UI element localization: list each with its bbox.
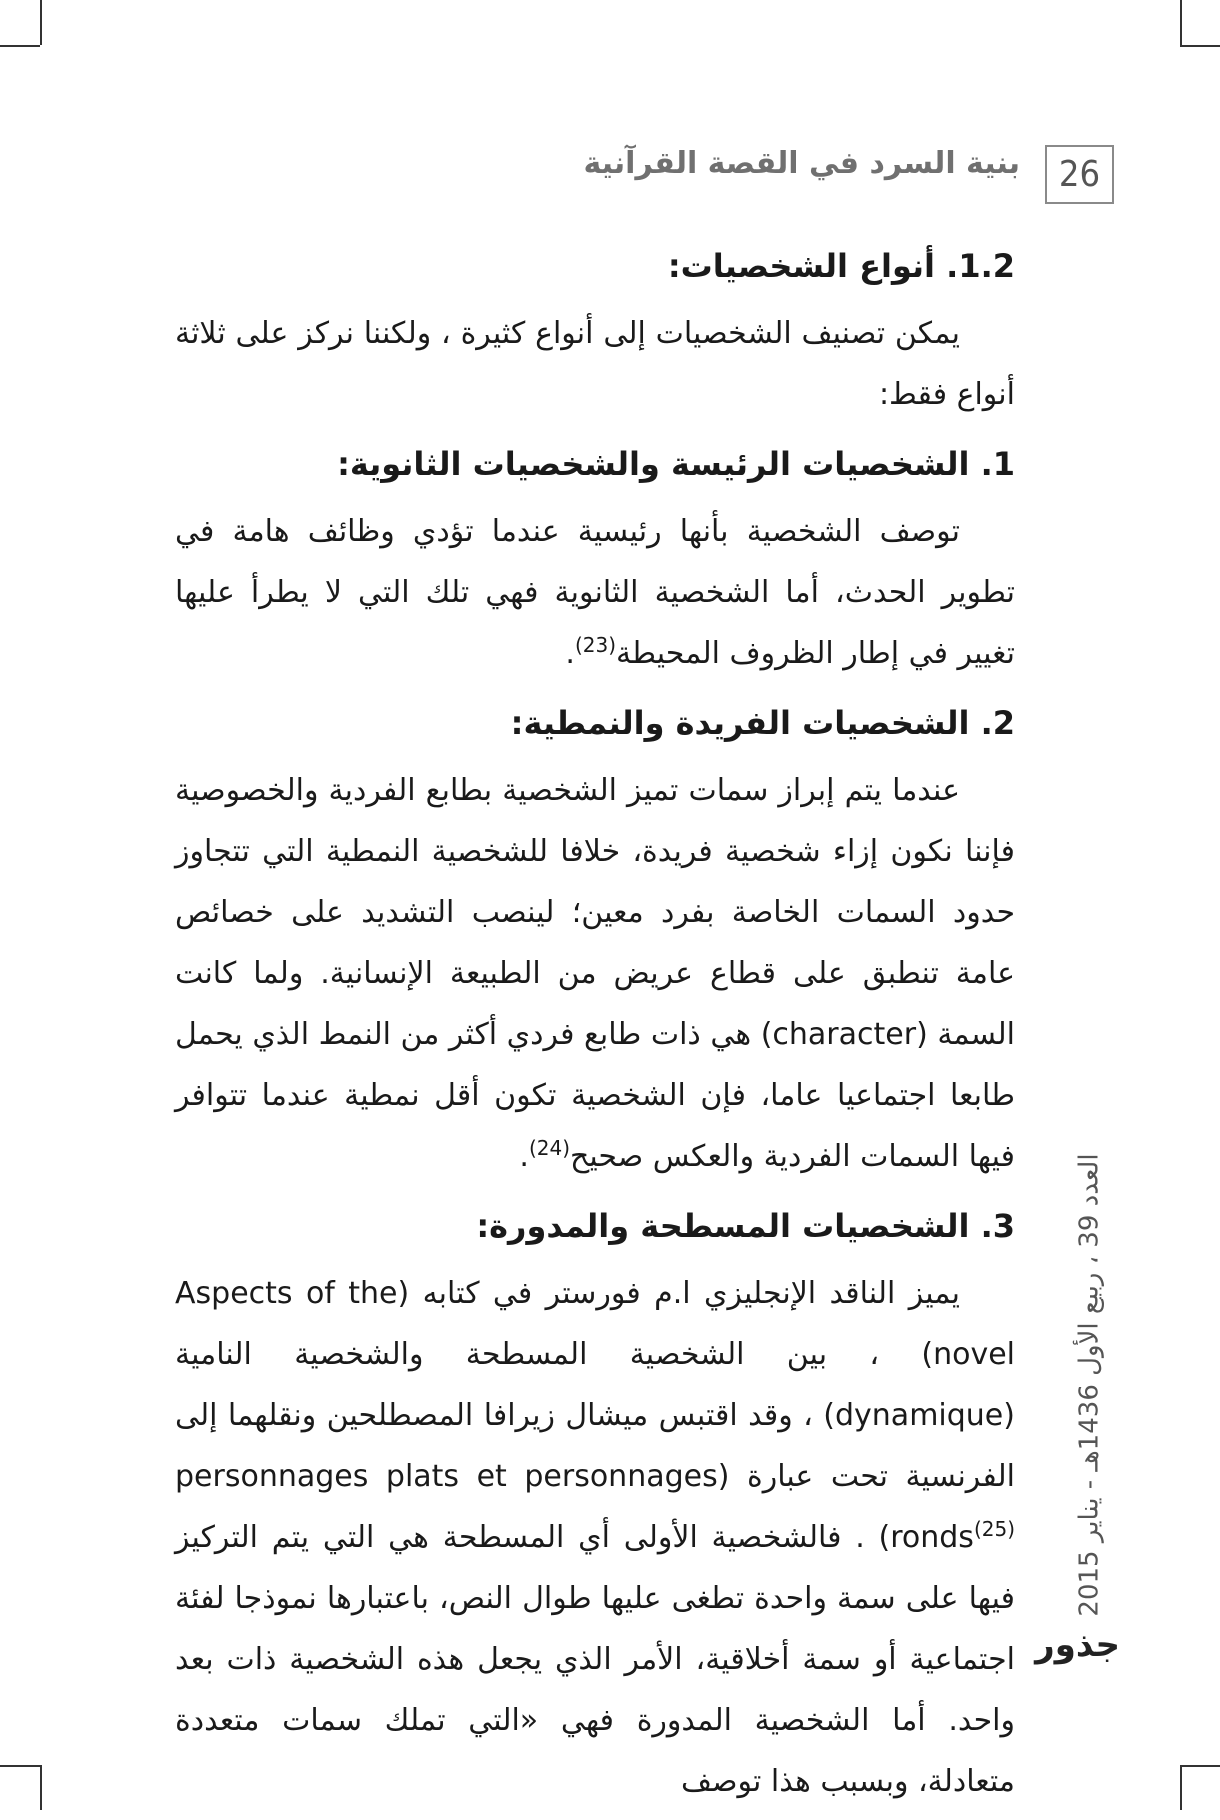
footnote-ref-24[interactable]: (24) <box>528 1136 571 1160</box>
subsection-heading-1: 1. الشخصيات الرئيسة والشخصيات الثانوية: <box>337 445 1015 483</box>
crop-mark <box>1180 45 1220 47</box>
crop-mark <box>1180 1765 1182 1810</box>
crop-mark <box>0 45 40 47</box>
issue-info-text: العدد 39 ، ربيع الأول 1436هـ - يناير 2015 <box>1075 1153 1105 1617</box>
paragraph-1-text: توصف الشخصية بأنها رئيسية عندما تؤدي وظائف هامة في تطوير الحدث، أما الشخصية الثانوية فهي تلك التي لا يطرأ عليها تغيير في إطار الظروف المحيطة <box>175 514 1015 671</box>
page-body <box>175 235 1015 1820</box>
issue-info <box>1060 1150 1120 1620</box>
journal-logo: جذور <box>1035 1625 1120 1665</box>
crop-mark <box>1180 1765 1220 1767</box>
subsection-heading-2: 2. الشخصيات الفريدة والنمطية: <box>510 704 1015 742</box>
crop-mark <box>1180 0 1182 45</box>
crop-mark <box>40 1765 42 1810</box>
footnote-ref-25[interactable]: (25) <box>973 1517 1015 1541</box>
paragraph-2-text: عندما يتم إبراز سمات تميز الشخصية بطابع الفردية والخصوصية فإننا نكون إزاء شخصية فريدة، خلافا للشخصية النمطية التي تتجاوز حدود السمات الخاصة بفرد معين؛ لينصب التشديد على خصائص عامة تنطبق على قطاع عريض من الطبيعة الإنسانية. ولما كانت السمة (character) هي ذات طابع فردي أكثر من النمط الذي يحمل طابعا اجتماعيا عاما، فإن الشخصية تكون أقل نمطية عندما تتوافر فيها السمات الفردية والعكس صحيح <box>175 773 1015 1174</box>
page-number: 26 <box>1045 145 1114 204</box>
subsection-heading-3: 3. الشخصيات المسطحة والمدورة: <box>476 1207 1015 1245</box>
period: . <box>519 1139 529 1174</box>
paragraph-3 <box>175 1263 1015 1812</box>
paragraph-2 <box>175 760 1015 1187</box>
paragraph-3a-text: يميز الناقد الإنجليزي ا.م فورستر في كتابه (Aspects of the novel) ، بين الشخصية المسطحة والشخصية النامية (dynamique) ، وقد اقتبس ميشال زيرافا المصطلحين ونقلهما إلى الفرنسية تحت عبارة (personnages plats et personnages ronds <box>175 1276 1015 1555</box>
running-title: بنية السرد في القصة القرآنية <box>583 146 1020 181</box>
crop-mark <box>0 1765 40 1767</box>
crop-mark <box>40 0 42 45</box>
paragraph-3b-text: ) . فالشخصية الأولى أي المسطحة هي التي يتم التركيز فيها على سمة واحدة تطغى عليها طوال النص، باعتبارها نموذجا لفئة اجتماعية أو سمة أخلاقية، الأمر الذي يجعل هذه الشخصية ذات بعد واحد. أما الشخصية المدورة فهي «التي تملك سمات متعددة متعادلة، وبسبب هذا توصف <box>175 1520 1015 1799</box>
footnote-ref-23[interactable]: (23) <box>574 633 617 657</box>
intro-paragraph: يمكن تصنيف الشخصيات إلى أنواع كثيرة ، ولكننا نركز على ثلاثة أنواع فقط: <box>175 316 1015 412</box>
paragraph-1 <box>175 501 1015 684</box>
period: . <box>565 636 575 671</box>
section-heading: 1.2. أنواع الشخصيات: <box>667 247 1015 285</box>
